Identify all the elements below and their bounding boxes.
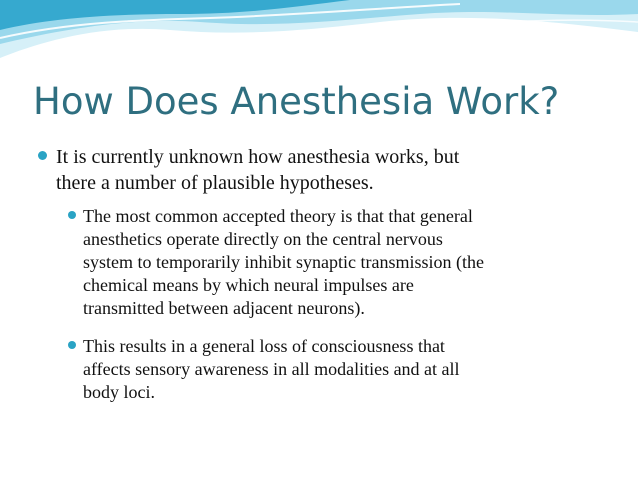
bullet-line: there a number of plausible hypotheses.	[56, 172, 374, 194]
bullet-line: It is currently unknown how anesthesia works, but	[56, 146, 460, 168]
bullet-line: chemical means by which neural impulses are	[83, 275, 414, 295]
slide-title: How Does Anesthesia Work?	[33, 80, 560, 123]
sub-bullet-item	[83, 335, 613, 404]
bullet-line: system to temporarily inhibit synaptic transmission (the	[83, 252, 484, 272]
bullet-line: The most common accepted theory is that that general	[83, 206, 473, 226]
sub-bullet-marker-icon	[68, 211, 76, 219]
bullet-line: This results in a general loss of consciousness that	[83, 336, 445, 356]
bullet-item	[56, 144, 596, 196]
sub-bullet-marker-icon	[68, 341, 76, 349]
bullet-marker-icon	[38, 151, 47, 160]
bullet-line: affects sensory awareness in all modalities and at all	[83, 359, 460, 379]
sub-bullet-item	[83, 205, 613, 320]
bullet-line: anesthetics operate directly on the central nervous	[83, 229, 443, 249]
bullet-line: body loci.	[83, 382, 155, 402]
bullet-line: transmitted between adjacent neurons).	[83, 298, 365, 318]
